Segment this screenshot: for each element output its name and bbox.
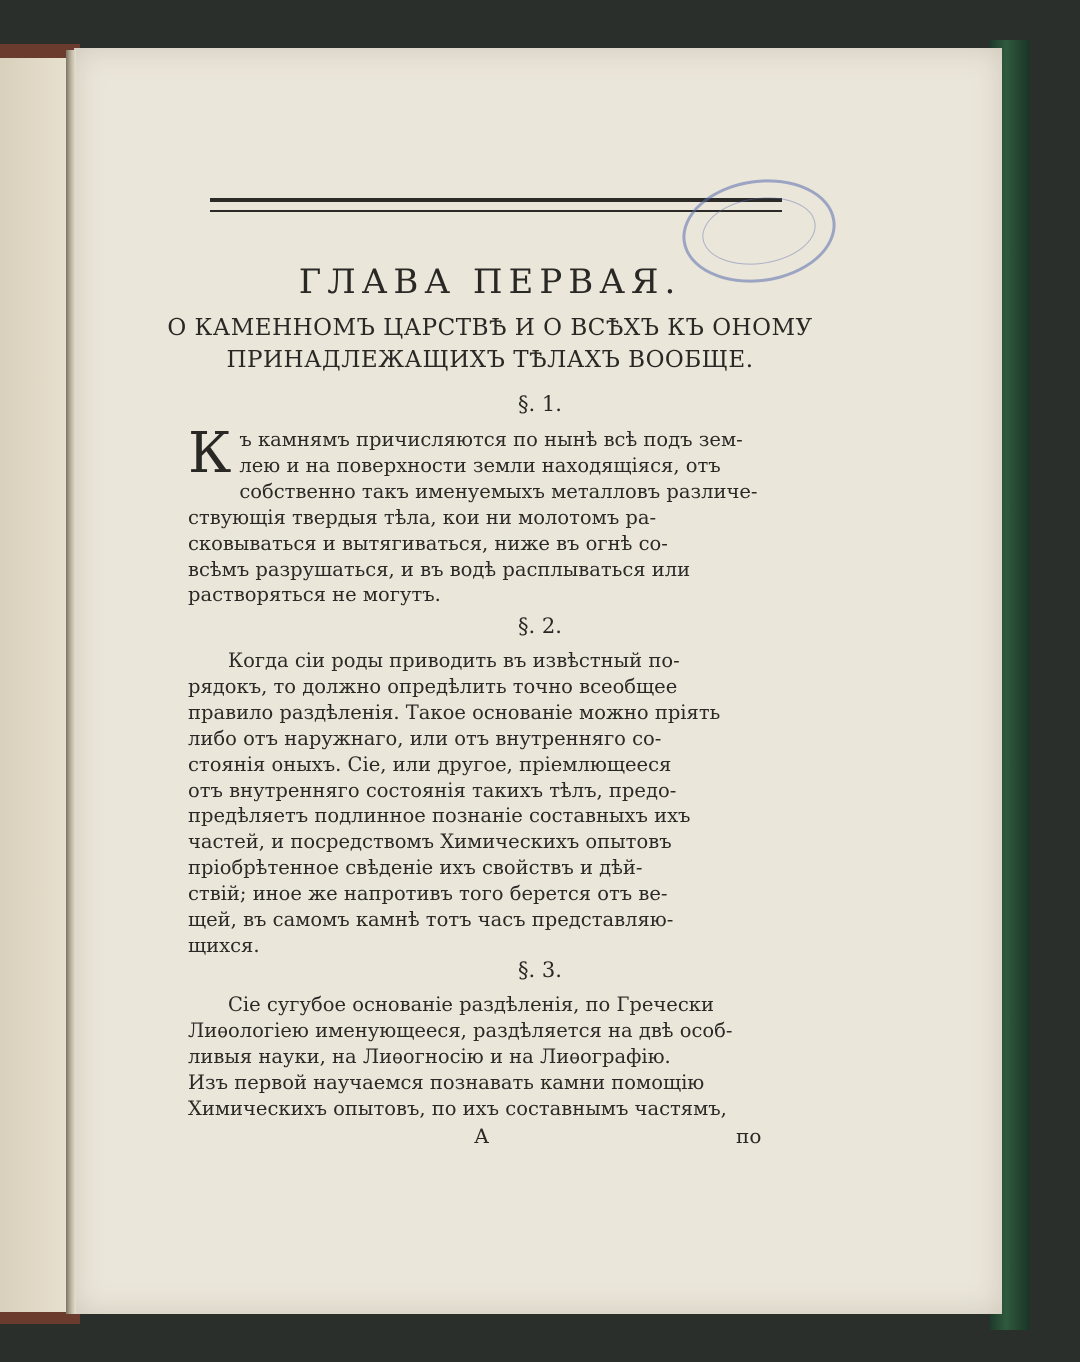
- text-line: ъ камнямъ причисляются по нынѣ всѣ подъ зем-: [239, 428, 743, 451]
- chapter-title: ГЛАВА ПЕРВАЯ.: [298, 262, 682, 302]
- text-line: пріобрѣтенное свѣденіе ихъ свойствъ и дѣй-: [188, 856, 643, 880]
- section-2-text: [188, 648, 776, 959]
- text-line: щей, въ самомъ камнѣ тотъ часъ представляю-: [188, 908, 674, 932]
- text-line: ствій; иное же напротивъ того берется отъ ве-: [188, 882, 668, 906]
- section-3-text: [188, 992, 776, 1122]
- text-line: ствующія твердыя тѣла, кои ни молотомъ ра-: [188, 505, 657, 529]
- text-line: частей, и посредствомъ Химическихъ опытовъ: [188, 830, 672, 854]
- text-line: Когда сіи роды приводить въ извѣстный по-: [228, 649, 680, 672]
- subtitle-line: О КАМЕННОМЪ ЦАРСТВѢ И О ВСѢХЪ КЪ ОНОМУ: [167, 315, 813, 341]
- section-marker-1: §. 1.: [518, 392, 562, 416]
- drop-capital: К: [188, 421, 232, 486]
- text-line: всѣмъ разрушаться, и въ водѣ расплываться или: [188, 557, 691, 581]
- text-line: лею и на поверхности земли находящіяся, отъ: [239, 453, 721, 477]
- text-line: Химическихъ опытовъ, по ихъ составнымъ частямъ,: [188, 1096, 727, 1120]
- text-line: рядокъ, то должно опредѣлить точно всеобщее: [188, 674, 678, 698]
- text-line: либо отъ наружнаго, или отъ внутренняго со-: [188, 726, 662, 750]
- text-line: ливыя науки, на Лиѳогносію и на Лиѳографію.: [188, 1044, 671, 1068]
- signature-mark: А: [474, 1124, 490, 1148]
- text-line: собственно такъ именуемыхъ металловъ различе-: [239, 479, 758, 503]
- text-line: Изъ первой научаемся познавать камни помощію: [188, 1070, 705, 1094]
- section-1-text: [188, 421, 776, 608]
- section-marker-3: §. 3.: [518, 958, 562, 982]
- text-line: предѣляетъ подлинное познаніе составныхъ ихъ: [188, 804, 691, 828]
- section-marker-2: §. 2.: [518, 614, 562, 638]
- library-stamp-inner: [698, 190, 820, 271]
- page-gutter: [66, 50, 76, 1314]
- text-line: правило раздѣленія. Такое основаніе можно пріять: [188, 700, 721, 724]
- text-line: Лиѳологіею именующееся, раздѣляется на двѣ особ-: [188, 1018, 733, 1042]
- facing-page: [0, 58, 70, 1312]
- text-line: стоянія оныхъ. Сіе, или другое, пріемлющееся: [188, 752, 672, 776]
- text-line: щихся.: [188, 933, 260, 957]
- text-line: отъ внутренняго состоянія такихъ тѣлъ, предо-: [188, 778, 677, 802]
- text-line: растворяться не могутъ.: [188, 583, 441, 607]
- text-line: Сіе сугубое основаніе раздѣленія, по Гречески: [228, 993, 714, 1016]
- text-line: сковываться и вытягиваться, ниже въ огнѣ со-: [188, 531, 668, 555]
- catchword: по: [736, 1124, 762, 1148]
- chapter-subtitle: [160, 312, 820, 376]
- subtitle-line: ПРИНАДЛЕЖАЩИХЪ ТѢЛАХЪ ВООБЩЕ.: [226, 347, 754, 373]
